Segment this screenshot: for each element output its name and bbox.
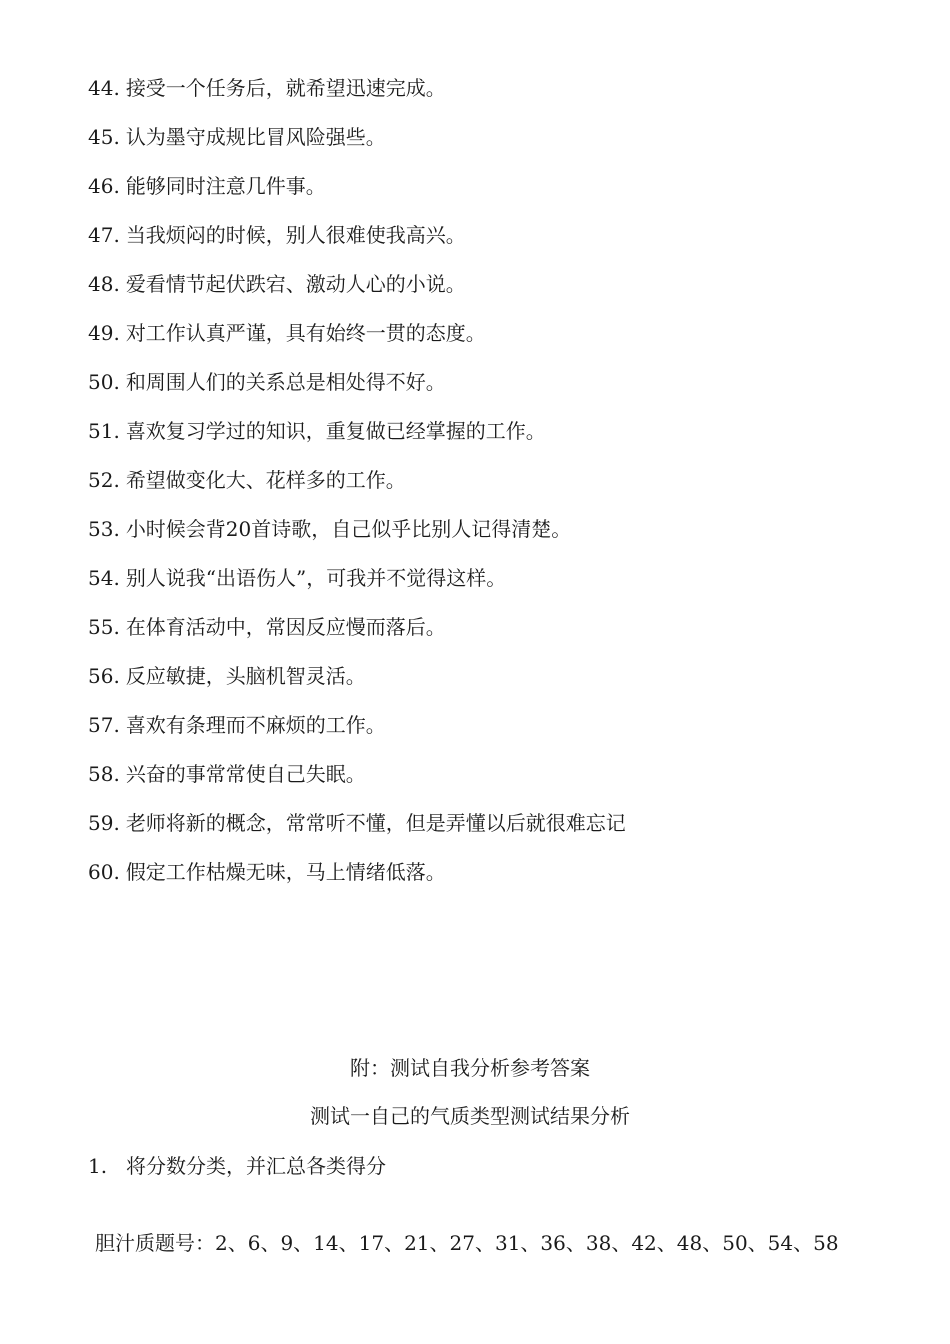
appendix-title: 附：测试自我分析参考答案: [350, 1056, 590, 1080]
questionnaire-item: [88, 317, 626, 366]
item-text: 兴奋的事常常使自己失眠。: [125, 762, 366, 786]
questionnaire-items: [88, 72, 626, 905]
questionnaire-item: [88, 513, 626, 562]
questionnaire-item: [88, 611, 626, 660]
questionnaire-item: [88, 856, 626, 905]
item-number: 48.: [88, 272, 120, 296]
item-number: 56.: [88, 664, 120, 688]
item-number: 47.: [88, 223, 120, 247]
item-text: 对工作认真严谨，具有始终一贯的态度。: [125, 321, 486, 345]
item-text: 小时候会背20首诗歌，自己似乎比别人记得清楚。: [125, 517, 572, 541]
item-number: 51.: [88, 419, 120, 443]
item-number: 44.: [88, 76, 120, 100]
item-number: 45.: [88, 125, 120, 149]
questionnaire-item: [88, 268, 626, 317]
item-number: 55.: [88, 615, 120, 639]
step-item: [88, 1150, 386, 1182]
questionnaire-item: [88, 464, 626, 513]
item-text: 假定工作枯燥无味，马上情绪低落。: [125, 860, 446, 884]
item-text: 认为墨守成规比冒风险强些。: [125, 125, 386, 149]
item-number: 59.: [88, 811, 120, 835]
item-text: 接受一个任务后，就希望迅速完成。: [125, 76, 446, 100]
item-text: 喜欢复习学过的知识，重复做已经掌握的工作。: [125, 419, 546, 443]
item-number: 57.: [88, 713, 120, 737]
item-text: 和周围人们的关系总是相处得不好。: [125, 370, 446, 394]
questionnaire-item: [88, 562, 626, 611]
questionnaire-item: [88, 758, 626, 807]
questionnaire-item: [88, 660, 626, 709]
item-text: 爱看情节起伏跌宕、激动人心的小说。: [125, 272, 466, 296]
questionnaire-item: [88, 807, 626, 856]
questionnaire-item: [88, 170, 626, 219]
item-text: 喜欢有条理而不麻烦的工作。: [125, 713, 386, 737]
step-number: 1.: [88, 1154, 108, 1178]
item-number: 46.: [88, 174, 120, 198]
item-number: 58.: [88, 762, 120, 786]
questionnaire-item: [88, 415, 626, 464]
item-number: 54.: [88, 566, 120, 590]
questionnaire-item: [88, 219, 626, 268]
item-number: 52.: [88, 468, 120, 492]
item-number: 50.: [88, 370, 120, 394]
item-number: 53.: [88, 517, 120, 541]
item-text: 希望做变化大、花样多的工作。: [125, 468, 406, 492]
item-number: 49.: [88, 321, 120, 345]
item-text: 别人说我“出语伤人”，可我并不觉得这样。: [125, 566, 507, 590]
step-text: 将分数分类，并汇总各类得分: [126, 1154, 386, 1178]
item-text: 当我烦闷的时候，别人很难使我高兴。: [125, 223, 466, 247]
item-number: 60.: [88, 860, 120, 884]
questionnaire-item: [88, 366, 626, 415]
questionnaire-item: [88, 709, 626, 758]
item-text: 反应敏捷，头脑机智灵活。: [125, 664, 366, 688]
item-text: 在体育活动中，常因反应慢而落后。: [125, 615, 446, 639]
item-text: 能够同时注意几件事。: [125, 174, 326, 198]
section-title: 测试一自己的气质类型测试结果分析: [310, 1104, 630, 1128]
questionnaire-item: [88, 121, 626, 170]
choleric-question-numbers: 胆汁质题号：2、6、9、14、17、21、27、31、36、38、42、48、50、54、58: [95, 1231, 839, 1255]
questionnaire-item: [88, 72, 626, 121]
item-text: 老师将新的概念，常常听不懂，但是弄懂以后就很难忘记: [125, 811, 626, 835]
